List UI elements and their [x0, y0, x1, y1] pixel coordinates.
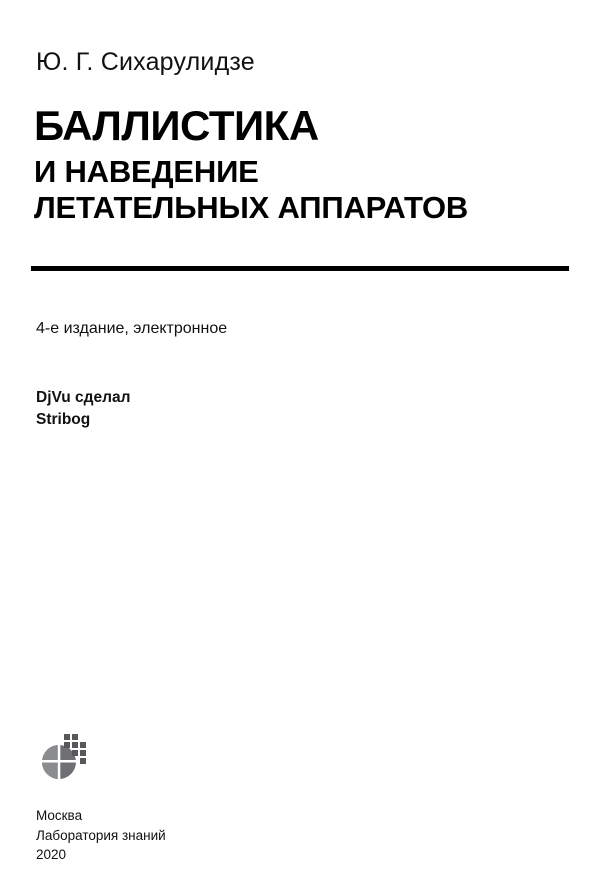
imprint-block	[36, 806, 166, 865]
title-divider-rule	[31, 266, 569, 271]
scanner-credit	[36, 387, 130, 432]
scanner-credit-line-2: Stribog	[36, 411, 91, 429]
imprint-publisher: Лаборатория знаний	[36, 827, 166, 843]
author-name: Ю. Г. Сихарулидзе	[36, 48, 255, 76]
publisher-logo-icon	[36, 726, 96, 786]
book-title-line-2: И НАВЕДЕНИЕ	[34, 153, 259, 189]
scanner-credit-line-1: DjVu сделал	[36, 389, 131, 406]
imprint-city: Москва	[36, 808, 83, 823]
book-title-line-1: БАЛЛИСТИКА	[34, 102, 319, 149]
imprint-year: 2020	[36, 847, 67, 863]
book-title	[34, 104, 564, 226]
edition-statement: 4-е издание, электронное	[36, 320, 228, 337]
book-title-line-3: ЛЕТАТЕЛЬНЫХ АППАРАТОВ	[34, 190, 469, 226]
